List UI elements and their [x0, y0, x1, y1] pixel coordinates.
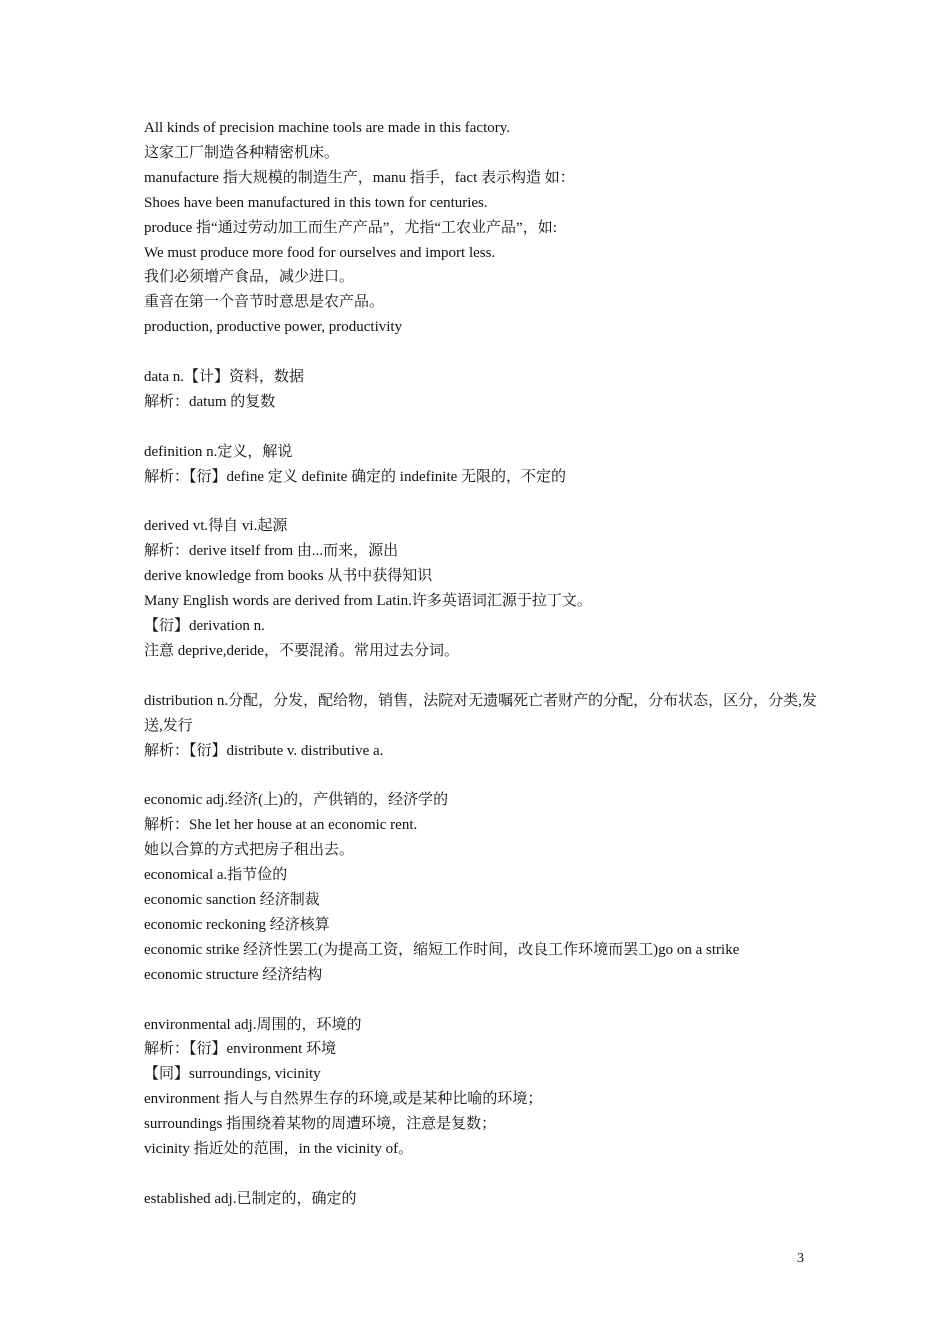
text-line: 解析：【衍】define 定义 definite 确定的 indefinite 无限的，不定的 — [144, 468, 567, 485]
entry-headword: data n.【计】资料，数据 — [144, 369, 304, 386]
text-line: Shoes have been manufactured in this town for centuries. — [144, 194, 488, 211]
paragraph-spacer — [144, 415, 824, 440]
text-line: 她以合算的方式把房子租出去。 — [144, 842, 355, 859]
paragraph-spacer — [144, 764, 824, 789]
text-line: 注意 deprive,deride，不要混淆。常用过去分词。 — [144, 642, 459, 659]
text-line: We must produce more food for ourselves and import less. — [144, 244, 496, 261]
text-line: 这家工厂制造各种精密机床。 — [144, 144, 340, 161]
text-line: produce 指“通过劳动加工而生产产品”，尤指“工农业产品”，如: — [144, 219, 557, 236]
page-number: 3 — [797, 1251, 804, 1266]
text-line: 【同】surroundings, vicinity — [144, 1066, 321, 1083]
text-line: economic structure 经济结构 — [144, 966, 323, 983]
entry-headword: environmental adj.周围的，环境的 — [144, 1016, 362, 1033]
entry-headword: derived vt.得自 vi.起源 — [144, 518, 288, 535]
text-line: economical a.指节俭的 — [144, 867, 288, 884]
text-line: manufacture 指大规模的制造生产，manu 指手，fact 表示构造 如： — [144, 169, 575, 186]
text-line: vicinity 指近处的范围，in the vicinity of。 — [144, 1141, 414, 1158]
text-line: economic reckoning 经济核算 — [144, 916, 330, 933]
paragraph-spacer — [144, 1162, 824, 1187]
text-line: 解析：datum 的复数 — [144, 393, 276, 410]
paragraph-spacer — [144, 988, 824, 1013]
entry-headword: economic adj.经济(上)的，产供销的，经济学的 — [144, 792, 449, 809]
text-line: 解析：【衍】distribute v. distributive a. — [144, 742, 384, 759]
paragraph-spacer — [144, 664, 824, 689]
text-line: 【衍】derivation n. — [144, 618, 265, 635]
document-body — [144, 116, 824, 1212]
paragraph-spacer — [144, 340, 824, 365]
text-line: 解析：derive itself from 由...而来，源出 — [144, 543, 399, 560]
text-line: surroundings 指围绕着某物的周遭环境，注意是复数； — [144, 1116, 497, 1133]
text-line: 解析：She let her house at an economic rent. — [144, 817, 418, 834]
text-line: production, productive power, productivity — [144, 319, 403, 336]
paragraph-spacer — [144, 490, 824, 515]
text-line: Many English words are derived from Latin.许多英语词汇源于拉丁文。 — [144, 593, 592, 610]
text-line: economic sanction 经济制裁 — [144, 892, 320, 909]
text-line: derive knowledge from books 从书中获得知识 — [144, 568, 433, 585]
text-line: All kinds of precision machine tools are made in this factory. — [144, 120, 511, 136]
entry-headword: established adj.已制定的，确定的 — [144, 1190, 357, 1207]
text-line: 我们必须增产食品，减少进口。 — [144, 269, 355, 286]
text-line: environment 指人与自然界生存的环境,或是某种比喻的环境； — [144, 1091, 543, 1108]
entry-headword: distribution n.分配，分发，配给物，销售，法院对无遗嘱死亡者财产的分配，分布状态，区分，分类,发送,发行 — [144, 692, 817, 734]
text-line: 解析：【衍】environment 环境 — [144, 1041, 337, 1058]
entry-headword: definition n.定义，解说 — [144, 443, 293, 460]
text-line: economic strike 经济性罢工(为提高工资，缩短工作时间，改良工作环境而罢工)go on a strike — [144, 941, 740, 958]
text-line: 重音在第一个音节时意思是农产品。 — [144, 294, 385, 311]
